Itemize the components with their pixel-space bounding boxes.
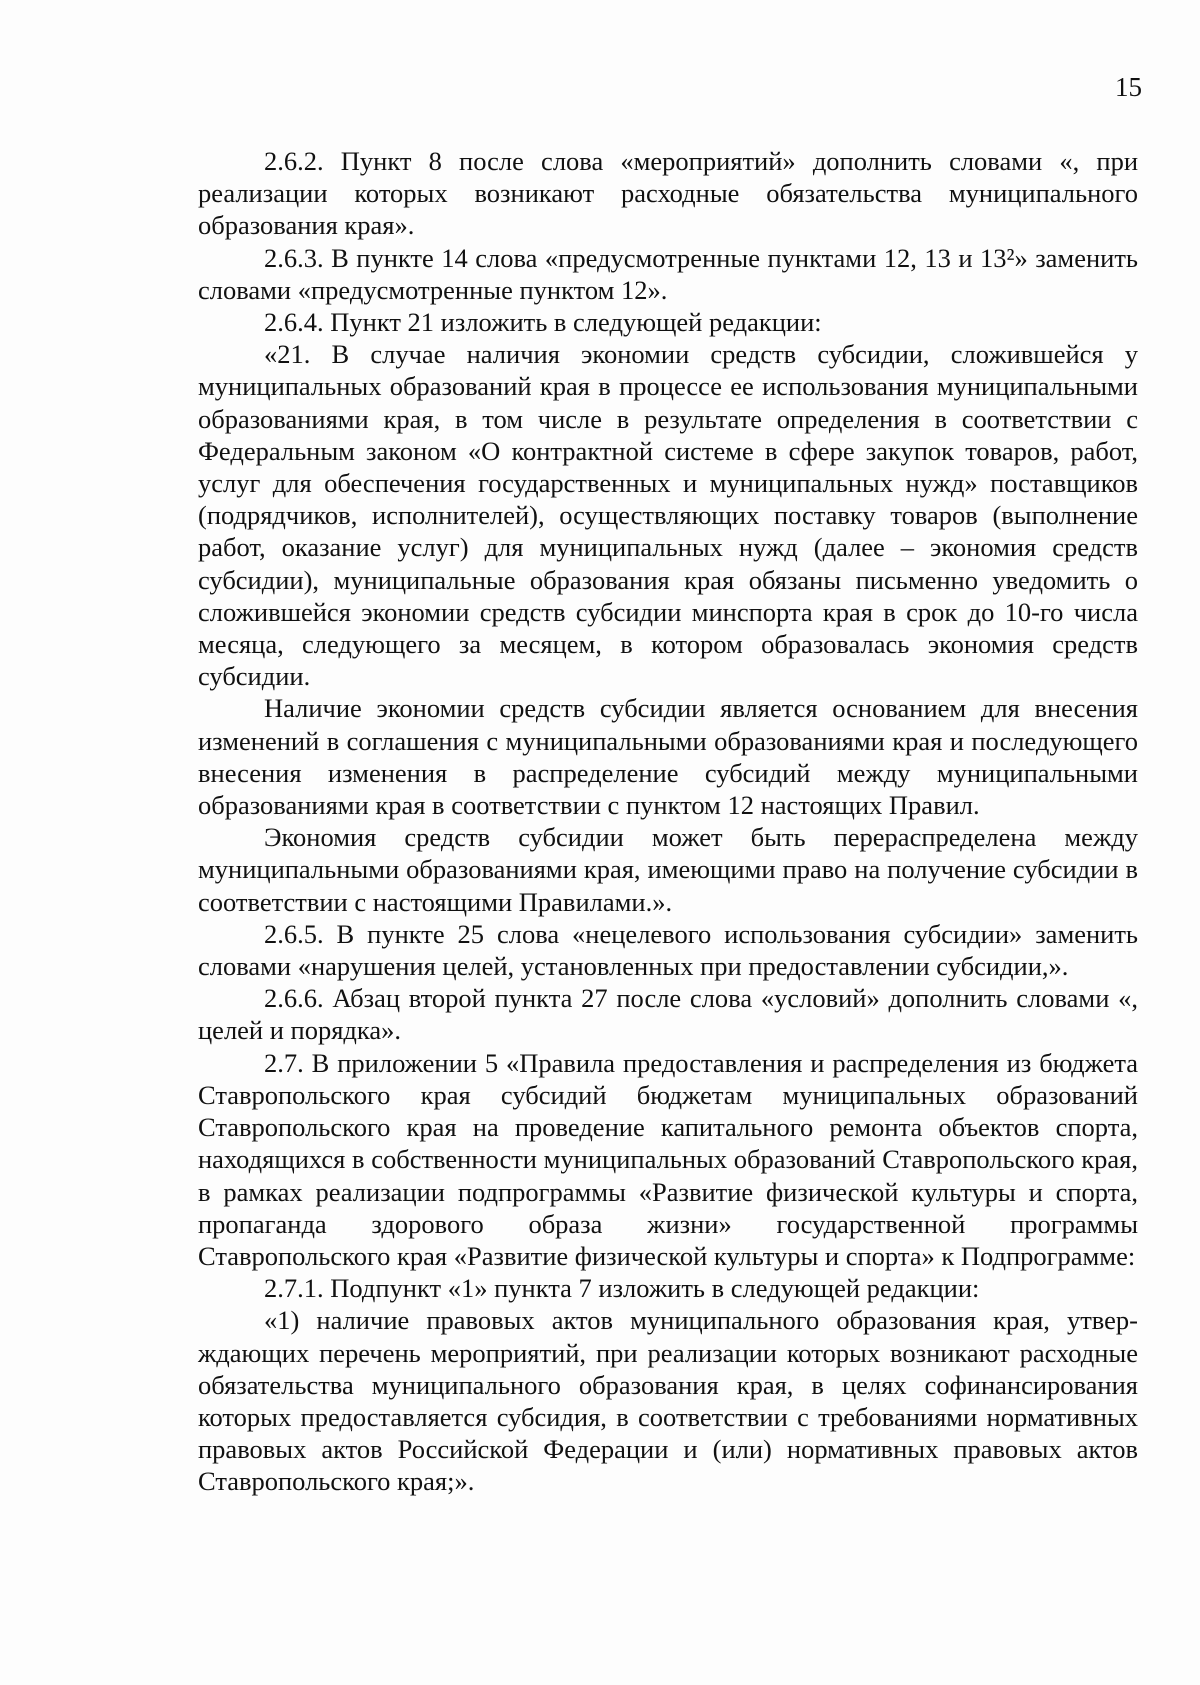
document-body bbox=[198, 145, 1138, 1498]
paragraph-economy-basis: Наличие экономии средств субсидии является основанием для внесения изменений в соглашения с муниципальными образованиями края и последующего внесения изменения в распределение субсидий между муниципальными образованиями края в соответствии с пунктом 12 настоящих Правил. bbox=[198, 693, 1138, 821]
page-number: 15 bbox=[1115, 72, 1142, 102]
paragraph-2-6-4: 2.6.4. Пункт 21 изложить в следующей редакции: bbox=[264, 307, 822, 338]
paragraph-2-6-6: 2.6.6. Абзац второй пункта 27 после слова «условий» дополнить словами «, целей и порядка». bbox=[198, 983, 1138, 1046]
paragraph-economy-redistribution: Экономия средств субсидии может быть перераспределена между муниципальными образованиями края, имеющими право на получение субсидии в соответствии с настоящими Правилами.». bbox=[198, 822, 1138, 917]
paragraph-2-7: 2.7. В приложении 5 «Правила предоставления и распределения из бюджета Ставропольского края субсидий бюджетам муниципальных образований Ставропольского края на проведение капитального ремонта объектов спорта, находящихся в собственности муниципальных образований Ставропольского края, в рамках реализации подпрограммы «Развитие физической культуры и спорта, пропаганда здорового образа жизни» государственной программы Ставропольского края «Развитие физической культуры и спорта» к Подпрограмме: bbox=[198, 1047, 1138, 1271]
paragraph-subpoint-1-quote: «1) наличие правовых актов муниципального образования края, утверждающих перечень мероприятий, при реализации которых возникают расходные обязательства муниципального образования края, в целях софинансирования которых предоставляется субсидия, в соответствии с требованиями нормативных правовых актов Российской Федерации и (или) нормативных правовых актов Ставропольского края;». bbox=[198, 1305, 1138, 1497]
paragraph-2-7-1: 2.7.1. Подпункт «1» пункта 7 изложить в следующей редакции: bbox=[264, 1273, 980, 1304]
paragraph-2-6-3: 2.6.3. В пункте 14 слова «предусмотренные пунктами 12, 13 и 13²» заменить словами «предусмотренные пунктом 12». bbox=[198, 242, 1138, 305]
paragraph-21-quote: «21. В случае наличия экономии средств субсидии, сложившейся у муниципальных образований края в процессе ее использования муниципальными образованиями края, в том числе в результате определения в соответствии с Федеральным законом «О контрактной системе в сфере закупок товаров, работ, услуг для обеспечения государственных и муниципальных нужд» поставщиков (подрядчиков, исполнителей), осуществляющих поставку товаров (выполнение работ, оказание услуг) для муниципальных нужд (далее – экономия средств субсидии), муниципальные образования края обязаны письменно уведомить о сложившейся экономии средств субсидии минспорта края в срок до 10-го числа месяца, следующего за месяцем, в котором образовалась экономия средств субсидии. bbox=[198, 339, 1138, 692]
paragraph-2-6-2: 2.6.2. Пункт 8 после слова «мероприятий» дополнить словами «, при реализации которых возникают расходные обязательства муниципального образования края». bbox=[198, 146, 1138, 241]
paragraph-2-6-5: 2.6.5. В пункте 25 слова «нецелевого использования субсидии» заменить словами «нарушения целей, установленных при предоставлении субсидии,». bbox=[198, 918, 1138, 982]
